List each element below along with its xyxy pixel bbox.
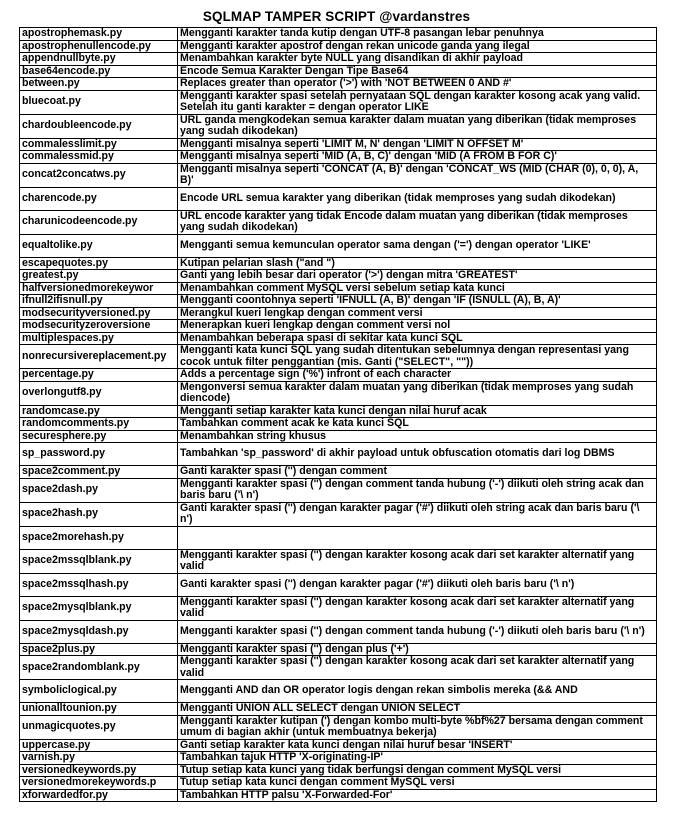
script-description: Mengganti UNION ALL SELECT dengan UNION SELECT [178,703,657,716]
script-description: Kutipan pelarian slash ("and ") [178,257,657,270]
script-name: commalessmid.py [22,150,114,162]
script-name-cell [20,502,178,526]
script-description: Merangkul kueri lengkap dengan comment versi [178,307,657,320]
script-name-cell [20,643,178,656]
script-description: Mengganti karakter spasi setelah pernyataan SQL dengan karakter kosong acak yang valid. Setelah itu ganti karakter = dengan operator LIKE [178,90,657,114]
script-name-cell [20,345,178,369]
table-row [20,270,657,283]
script-name: bluecoat.py [22,95,81,108]
script-name-cell [20,138,178,151]
script-name-cell [20,210,178,234]
table-row [20,573,657,596]
script-name-cell [20,549,178,573]
table-row [20,502,657,526]
script-name: modsecurityversioned.py [22,307,151,319]
table-row [20,680,657,703]
script-name-cell [20,656,178,680]
script-name: sp_password.py [22,447,106,460]
script-name-cell [20,320,178,333]
script-description: Mengganti karakter spasi ('') dengan karakter kosong acak dari set karakter alternatif yang valid [178,596,657,620]
table-row [20,138,657,151]
script-description: Tutup setiap kata kunci yang tidak berfungsi dengan comment MySQL versi [178,764,657,777]
script-name: percentage.py [22,368,94,380]
script-name: randomcomments.py [22,417,130,429]
script-name-cell [20,90,178,114]
script-description: Adds a percentage sign ('%') infront of each character [178,369,657,382]
script-description: Encode Semua Karakter Dengan Tipe Base64 [178,65,657,78]
page-title: SQLMAP TAMPER SCRIPT @vardanstres [202,9,471,24]
script-name-cell [20,332,178,345]
table-row [20,381,657,405]
script-description: URL ganda mengkodekan semua karakter dalam muatan yang diberikan (tidak memproses yang sudah dikodekan) [178,114,657,138]
script-name: charunicodeencode.py [22,215,138,228]
script-name: equaltolike.py [22,238,93,251]
script-name: nonrecursivereplacement.py [22,349,167,362]
script-description [178,526,657,549]
script-name-cell [20,620,178,643]
table-row [20,752,657,765]
table-row [20,187,657,210]
table-row [20,282,657,295]
script-name: varnish.py [22,751,75,763]
script-name: securesphere.py [22,430,107,442]
script-name-cell [20,257,178,270]
script-description: Mengganti karakter kutipan (') dengan kombo multi-byte %bf%27 bersama dengan comment umum di bagian akhir (untuk membuatnya bekerja) [178,715,657,739]
script-name: between.py [22,77,80,89]
script-description: Menambahkan karakter byte NULL yang disandikan di akhir payload [178,53,657,66]
script-name: space2mssqlblank.py [22,554,132,567]
script-name: unmagicquotes.py [22,720,116,733]
table-row [20,210,657,234]
script-description: Menambahkan comment MySQL versi sebelum setiap kata kunci [178,282,657,295]
table-row [20,320,657,333]
script-name-cell [20,478,178,502]
script-name: apostrophemask.py [22,27,123,39]
script-name-cell [20,764,178,777]
table-row [20,789,657,802]
table-row [20,151,657,164]
script-name-cell [20,381,178,405]
script-name-cell [20,163,178,187]
table-row [20,466,657,479]
script-name: space2comment.py [22,465,121,477]
table-row [20,114,657,138]
script-name: versionedmorekeywords.p [22,776,157,788]
script-description: Mengganti karakter apostrof dengan rekan unicode ganda yang ilegal [178,40,657,53]
script-description: Mengganti coontohnya seperti 'IFNULL (A, B)' dengan 'IF (ISNULL (A), B, A)' [178,295,657,308]
script-name-cell [20,114,178,138]
script-name: appendnullbyte.py [22,52,116,64]
table-row [20,596,657,620]
script-name: concat2concatws.py [22,168,126,181]
script-description: Ganti karakter spasi ('') dengan karakter pagar ('#') diikuti oleh string acak dan baris baru ('\ n') [178,502,657,526]
script-name: space2hash.py [22,507,98,520]
script-name-cell [20,526,178,549]
script-name-cell [20,596,178,620]
script-description: Tambahkan HTTP palsu 'X-Forwarded-For' [178,789,657,802]
script-name: greatest.py [22,269,79,281]
script-description: Mengganti setiap karakter kata kunci dengan nilai huruf acak [178,405,657,418]
script-name-cell [20,187,178,210]
script-name: xforwardedfor.py [22,789,108,801]
script-description: Mengganti semua kemunculan operator sama dengan ('=') dengan operator 'LIKE' [178,234,657,257]
script-name-cell [20,680,178,703]
script-name-cell [20,270,178,283]
table-row [20,620,657,643]
script-name: uppercase.py [22,739,91,751]
script-description: Tutup setiap kata kunci dengan comment MySQL versi [178,777,657,790]
script-description: Mengganti AND dan OR operator logis dengan rekan simbolis mereka (&& AND [178,680,657,703]
script-name-cell [20,430,178,443]
script-name-cell [20,789,178,802]
script-description: Mengganti karakter tanda kutip dengan UTF-8 pasangan lebar penuhnya [178,28,657,41]
tamper-script-table-body [20,28,657,802]
script-description: Mengganti misalnya seperti 'LIMIT M, N' dengan 'LIMIT N OFFSET M' [178,138,657,151]
script-name-cell [20,715,178,739]
table-row [20,65,657,78]
table-row [20,163,657,187]
script-description: Mengganti misalnya seperti 'MID (A, B, C)' dengan 'MID (A FROM B FOR C)' [178,151,657,164]
script-name-cell [20,53,178,66]
table-row [20,430,657,443]
table-row [20,345,657,369]
script-name: space2mssqlhash.py [22,577,129,590]
script-name-cell [20,282,178,295]
script-name-cell [20,777,178,790]
script-name-cell [20,40,178,53]
script-description: Menambahkan string khusus [178,430,657,443]
script-description: Menambahkan beberapa spasi di sekitar kata kunci SQL [178,332,657,345]
script-name-cell [20,151,178,164]
script-description: Tambahkan 'sp_password' di akhir payload untuk obfuscation otomatis dari log DBMS [178,443,657,466]
script-name-cell [20,295,178,308]
script-name: randomcase.py [22,405,100,417]
table-row [20,28,657,41]
script-name-cell [20,234,178,257]
script-description: URL encode karakter yang tidak Encode dalam muatan yang diberikan (tidak memproses yang sudah dikodekan) [178,210,657,234]
table-row [20,418,657,431]
table-row [20,478,657,502]
script-name: unionalltounion.py [22,702,117,714]
script-name-cell [20,28,178,41]
script-description: Encode URL semua karakter yang diberikan (tidak memproses yang sudah dikodekan) [178,187,657,210]
script-description: Mengganti karakter spasi ('') dengan plus ('+') [178,643,657,656]
script-name-cell [20,307,178,320]
table-row [20,295,657,308]
script-name: versionedkeywords.py [22,764,137,776]
script-description: Mengganti kata kunci SQL yang sudah ditentukan sebelumnya dengan representasi yang cocok untuk filter penggantian (mis. Ganti ("SELECT", "")) [178,345,657,369]
script-name-cell [20,405,178,418]
table-row [20,53,657,66]
script-name: space2mysqldash.py [22,624,129,637]
table-row [20,656,657,680]
table-row [20,234,657,257]
script-name: apostrophenullencode.py [22,40,151,52]
table-row [20,764,657,777]
script-name-cell [20,65,178,78]
script-name-cell [20,752,178,765]
script-description: Ganti karakter spasi ('') dengan comment [178,466,657,479]
table-row [20,715,657,739]
script-name: escapequotes.py [22,257,108,269]
script-description: Mengganti karakter spasi ('') dengan karakter kosong acak dari set karakter alternatif yang valid [178,656,657,680]
table-row [20,307,657,320]
table-row [20,643,657,656]
table-row [20,777,657,790]
script-description: Ganti yang lebih besar dari operator ('>') dengan mitra 'GREATEST' [178,270,657,283]
table-row [20,257,657,270]
script-name-cell [20,466,178,479]
script-description: Mengganti misalnya seperti 'CONCAT (A, B)' dengan 'CONCAT_WS (MID (CHAR (0), 0, 0), A, B)' [178,163,657,187]
script-name: space2randomblank.py [22,660,140,673]
script-name: multiplespaces.py [22,332,114,344]
script-name: symboliclogical.py [22,684,117,697]
script-name-cell [20,418,178,431]
table-row [20,549,657,573]
script-name: charencode.py [22,191,97,204]
script-name: space2dash.py [22,483,98,496]
table-row [20,78,657,91]
script-description: Menerapkan kueri lengkap dengan comment versi nol [178,320,657,333]
script-name-cell [20,369,178,382]
tamper-script-table [19,27,657,802]
table-row [20,40,657,53]
table-row [20,405,657,418]
table-row [20,90,657,114]
script-description: Mengganti karakter spasi ('') dengan karakter kosong acak dari set karakter alternatif yang valid [178,549,657,573]
script-name-cell [20,739,178,752]
table-row [20,369,657,382]
script-name-cell [20,443,178,466]
script-name-cell [20,703,178,716]
table-row [20,526,657,549]
script-description: Ganti setiap karakter kata kunci dengan nilai huruf besar 'INSERT' [178,739,657,752]
script-description: Ganti karakter spasi ('') dengan karakter pagar ('#') diikuti oleh baris baru ('\ n') [178,573,657,596]
script-description: Tambahkan comment acak ke kata kunci SQL [178,418,657,431]
table-row [20,332,657,345]
script-description: Mengonversi semua karakter dalam muatan yang diberikan (tidak memproses yang sudah diencode) [178,381,657,405]
script-name: commalesslimit.py [22,138,117,150]
script-description: Mengganti karakter spasi ('') dengan comment tanda hubung ('-') diikuti oleh baris baru ('\ n') [178,620,657,643]
script-name-cell [20,573,178,596]
script-name: chardoubleencode.py [22,119,132,132]
script-name: space2mysqlblank.py [22,601,132,614]
script-name: halfversionedmorekeywor [22,282,154,294]
table-row [20,739,657,752]
table-row [20,703,657,716]
script-description: Replaces greater than operator ('>') with 'NOT BETWEEN 0 AND #' [178,78,657,91]
script-description: Tambahkan tajuk HTTP 'X-originating-IP' [178,752,657,765]
script-name: space2morehash.py [22,530,124,543]
table-row [20,443,657,466]
script-name: space2plus.py [22,643,96,655]
script-name: base64encode.py [22,65,111,77]
script-name: modsecurityzeroversione [22,319,151,331]
script-description: Mengganti karakter spasi ('') dengan comment tanda hubung ('-') diikuti oleh string acak dan baris baru ('\ n') [178,478,657,502]
script-name-cell [20,78,178,91]
script-name: overlongutf8.py [22,386,102,399]
script-name: ifnull2ifisnull.py [22,294,103,306]
